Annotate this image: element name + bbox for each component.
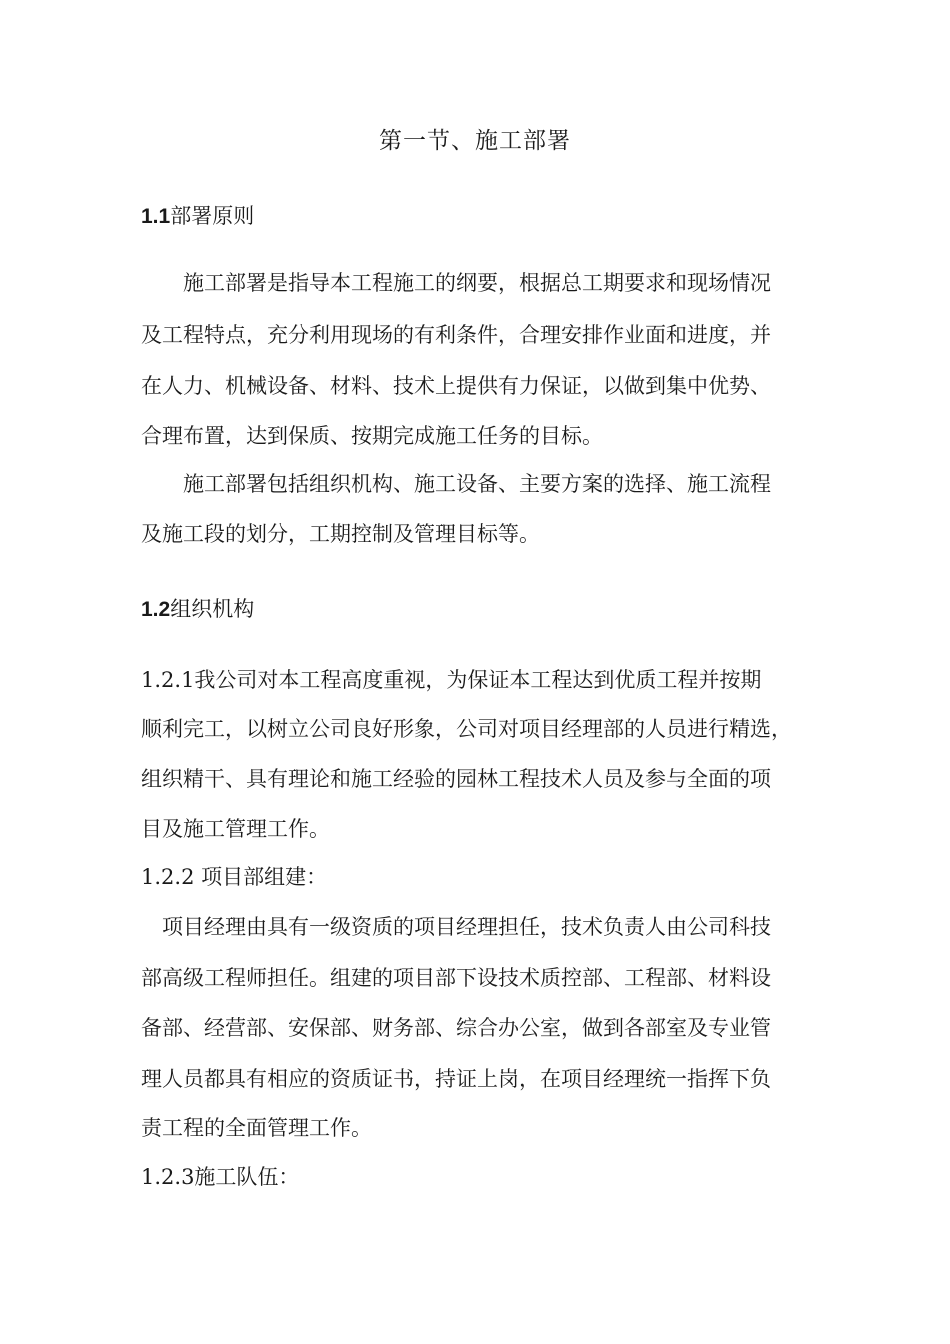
paragraph-line: 合理布置，达到保质、按期完成施工任务的目标。 bbox=[141, 424, 603, 448]
section-heading-1-1 bbox=[141, 201, 254, 232]
paragraph-line: 理人员都具有相应的资质证书，持证上岗，在项目经理统一指挥下负 bbox=[141, 1067, 771, 1091]
paragraph-line: 部高级工程师担任。组建的项目部下设技术质控部、工程部、材料设 bbox=[141, 966, 771, 990]
paragraph-line: 备部、经营部、安保部、财务部、综合办公室，做到各部室及专业管 bbox=[141, 1016, 771, 1040]
paragraph-line: 及施工段的划分，工期控制及管理目标等。 bbox=[141, 522, 540, 546]
paragraph-line: 施工部署是指导本工程施工的纲要，根据总工期要求和现场情况 bbox=[183, 271, 771, 295]
paragraph-line: 项目经理由具有一级资质的项目经理担任，技术负责人由公司科技 bbox=[162, 915, 771, 939]
paragraph-line: 目及施工管理工作。 bbox=[141, 817, 330, 841]
paragraph-line: 组织精干、具有理论和施工经验的园林工程技术人员及参与全面的项 bbox=[141, 767, 771, 791]
page-title: 第一节、施工部署 bbox=[379, 128, 571, 154]
paragraph-line: 在人力、机械设备、材料、技术上提供有力保证，以做到集中优势、 bbox=[141, 374, 771, 398]
section-title: 组织机构 bbox=[170, 597, 255, 621]
section-number: 1.1 bbox=[141, 205, 171, 228]
section-number: 1.2 bbox=[141, 598, 171, 621]
section-heading-1-2 bbox=[141, 594, 254, 625]
paragraph-line: 1.2.2 项目部组建： bbox=[141, 865, 328, 889]
paragraph-line: 责工程的全面管理工作。 bbox=[141, 1116, 372, 1140]
paragraph-line: 1.2.1我公司对本工程高度重视，为保证本工程达到优质工程并按期 bbox=[141, 668, 762, 692]
paragraph-line: 顺利完工，以树立公司良好形象，公司对项目经理部的人员进行精选， bbox=[141, 717, 792, 741]
paragraph-line: 及工程特点，充分利用现场的有利条件，合理安排作业面和进度，并 bbox=[141, 323, 771, 347]
paragraph-line: 施工部署包括组织机构、施工设备、主要方案的选择、施工流程 bbox=[183, 472, 771, 496]
section-title: 部署原则 bbox=[170, 204, 255, 228]
paragraph-line: 1.2.3施工队伍： bbox=[141, 1165, 300, 1189]
